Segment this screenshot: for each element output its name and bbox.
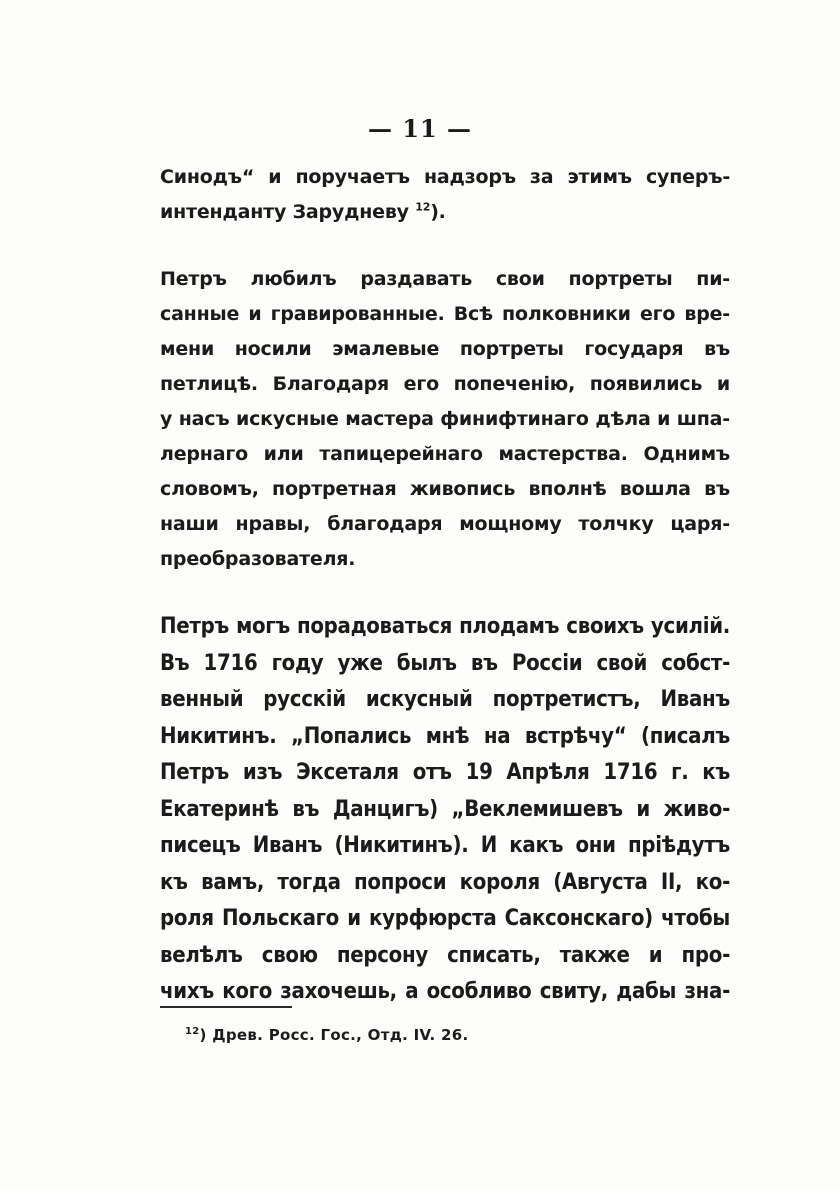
paragraph-2-line: санные и гравированные. Всѣ полковники его вре- (160, 303, 730, 325)
paragraph-1 (160, 160, 730, 230)
paragraph-2-line: наши нравы, благодаря мощному толчку царя- (160, 513, 730, 535)
paragraph-1-tail: ). (430, 201, 446, 223)
page-number: — 11 — (367, 114, 473, 143)
paragraph-2-line: мени носили эмалевые портреты государя въ (160, 338, 730, 360)
paragraph-2-line: у насъ искусные мастера финифтинаго дѣла и шпа- (160, 408, 730, 430)
paragraph-2 (160, 262, 730, 577)
paragraph-3-line: роля Польскаго и курфюрста Саксонскаго) чтобы (160, 906, 730, 931)
paragraph-3 (160, 609, 730, 1011)
footnote-marker: 12 (185, 1026, 200, 1037)
footnote-text: ) Древ. Росс. Гос., Отд. IV. 26. (199, 1026, 469, 1044)
paragraph-3-line: къ вамъ, тогда попроси короля (Августа II, ко- (160, 869, 730, 895)
paragraph-2-line: петлицѣ. Благодаря его попеченію, появились и (160, 373, 730, 395)
paragraph-3-line: писецъ Иванъ (Никитинъ). И какъ они пріѣдутъ (160, 833, 730, 858)
footnote-reference: 12 (415, 200, 431, 214)
paragraph-2-line: преобразователя. (160, 548, 356, 570)
paragraph-2-line: Петръ любилъ раздавать свои портреты пи- (160, 268, 730, 290)
paragraph-3-line: Никитинъ. „Попались мнѣ на встрѣчу“ (писалъ (160, 723, 730, 749)
paragraph-3-line: велѣлъ свою персону списать, также и про- (160, 942, 730, 968)
paragraph-1-text: интенданту Зарудневу (160, 201, 409, 223)
footnote (185, 1026, 469, 1044)
paragraph-3-line: Въ 1716 году уже былъ въ Россіи свой собст- (160, 650, 730, 676)
paragraph-3-line: Петръ изъ Экcеталя отъ 19 Апрѣля 1716 г. къ (160, 760, 730, 785)
paragraph-2-line: словомъ, портретная живопись вполнѣ вошла въ (160, 478, 730, 500)
paragraph-1-line (160, 195, 730, 230)
paragraph-1-line: Синодъ“ и поручаетъ надзоръ за этимъ суперъ- (160, 166, 730, 188)
paragraph-3-line: венный русскій искусный портретистъ, Иванъ (160, 687, 730, 712)
footnote-divider (160, 1006, 292, 1008)
paragraph-3-line: Петръ могъ порадоваться плодамъ своихъ усилій. (160, 614, 730, 639)
paragraph-3-line: чихъ кого захочешь, а особливо свиту, дабы зна- (160, 979, 730, 1004)
paragraph-3-line: Екатеринѣ въ Данцигъ) „Веклемишевъ и живо- (160, 796, 730, 822)
paragraph-2-line: лернаго или тапицерейнаго мастерства. Однимъ (160, 443, 730, 465)
